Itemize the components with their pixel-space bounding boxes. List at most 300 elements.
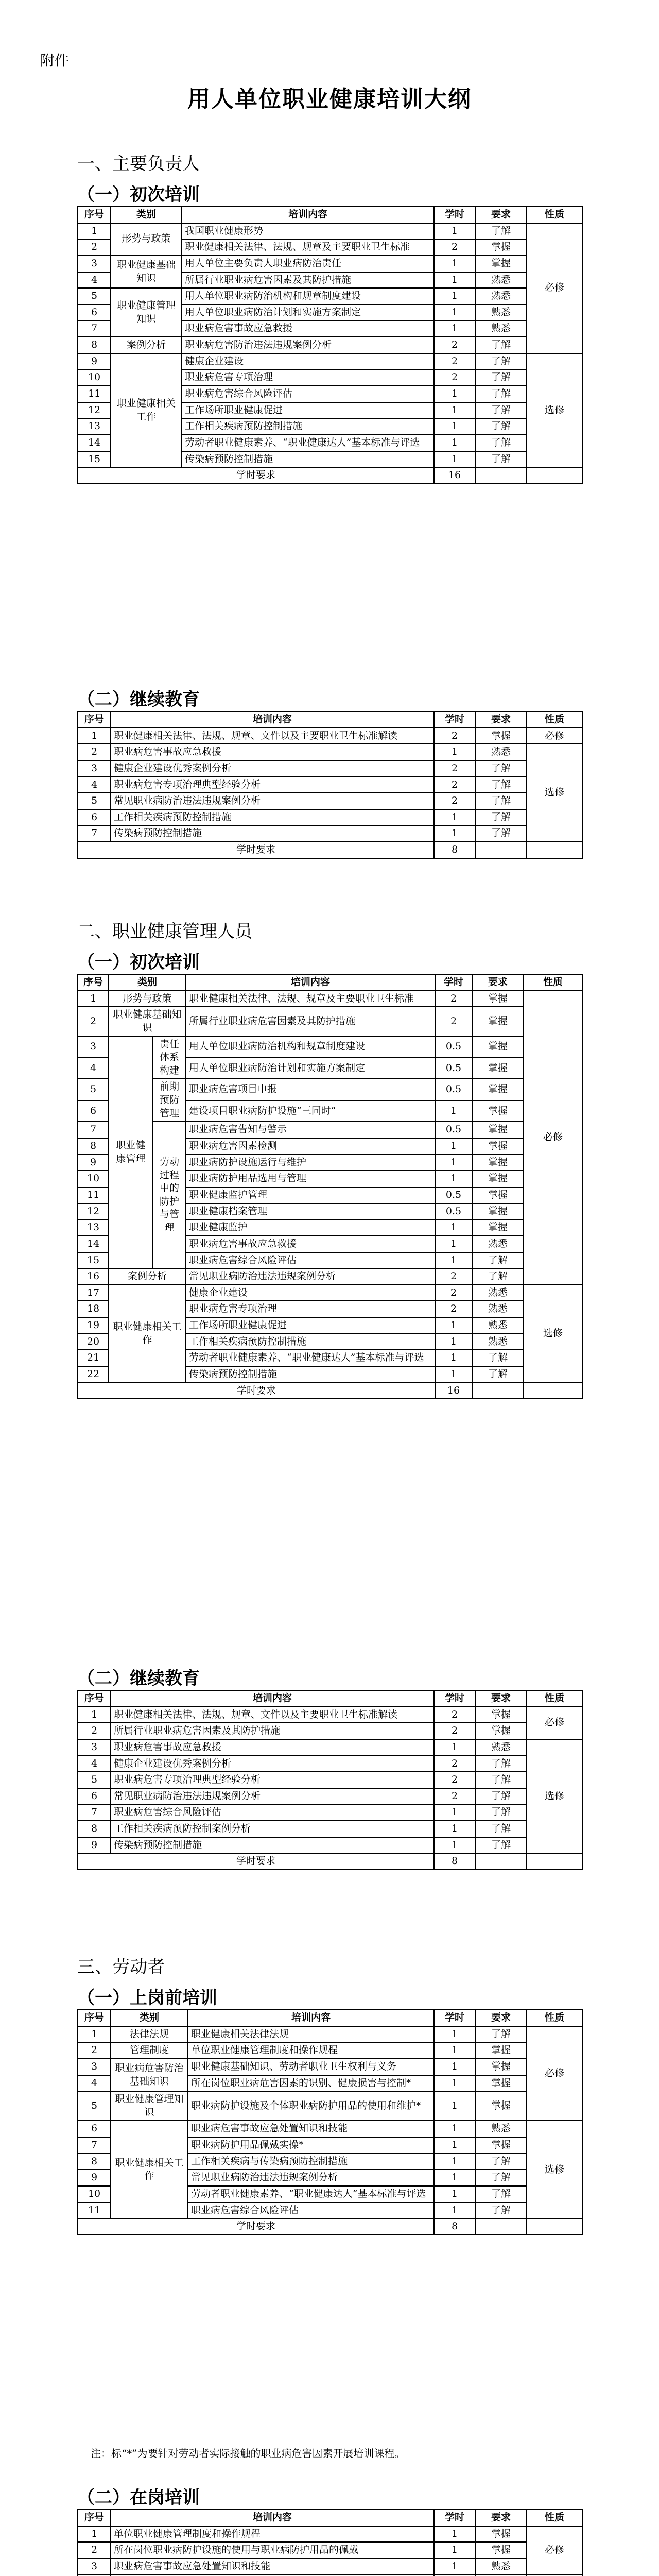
col-header: 培训内容 — [182, 207, 434, 223]
cell-hours: 1 — [434, 2526, 475, 2543]
cell-hours: 2 — [435, 991, 472, 1007]
cell-nature: 必修 — [524, 991, 582, 1285]
table-row — [78, 1285, 582, 1301]
cell-content: 职业病防护用品佩戴实操* — [188, 2137, 434, 2154]
cell-hours: 1 — [434, 320, 475, 337]
table-row — [78, 337, 582, 353]
table-row — [78, 2121, 582, 2137]
cell-hours: 1 — [434, 2170, 475, 2186]
cell-content: 用人单位职业病防治机构和规章制度建设 — [186, 1037, 435, 1058]
section-3-onjob-heading: （二）在岗培训 — [77, 2487, 200, 2508]
cell-content: 职业病防护用品选用与管理 — [186, 1171, 435, 1187]
cell-content: 健康企业建设 — [186, 1285, 435, 1301]
cell-nature: 必修 — [527, 223, 582, 353]
col-header: 性质 — [524, 974, 582, 991]
cell-no: 1 — [78, 2026, 111, 2043]
cell-no: 6 — [78, 2121, 111, 2137]
cell-no: 5 — [78, 288, 111, 304]
cell-req: 掌握 — [475, 1707, 527, 1723]
cell-req: 掌握 — [472, 1219, 524, 1236]
table-row — [78, 1756, 582, 1772]
col-header: 培训内容 — [186, 974, 435, 991]
cell-no: 9 — [78, 353, 111, 370]
cell-hours: 1 — [434, 1821, 475, 1837]
cell-content: 职业病危害事故应急救援 — [111, 1739, 434, 1756]
cell-no: 12 — [78, 1204, 109, 1220]
table-row — [78, 825, 582, 842]
table-s3-onjob — [77, 2509, 583, 2576]
cell-no: 9 — [78, 1155, 109, 1171]
col-header: 要求 — [475, 1690, 527, 1707]
cell-content: 劳动者职业健康素养、“职业健康达人”基本标准与评选 — [188, 2186, 434, 2202]
cell-content: 职业病危害综合风险评估 — [182, 386, 434, 402]
col-header: 序号 — [78, 1690, 111, 1707]
table-s1-continuing — [77, 711, 583, 859]
cell-content: 健康企业建设优秀案例分析 — [111, 760, 434, 777]
table-row — [78, 256, 582, 272]
cell-no: 10 — [78, 369, 111, 386]
cell-req: 掌握 — [475, 256, 527, 272]
cell-content: 工作相关疾病预防控制措施 — [186, 1334, 435, 1350]
cell-category: 管理制度 — [111, 2042, 188, 2059]
cell-hours: 1 — [434, 2202, 475, 2219]
cell-content: 职业健康档案管理 — [186, 1204, 435, 1220]
cell-content: 劳动者职业健康素养、“职业健康达人”基本标准与评选 — [186, 1350, 435, 1366]
cell-content: 所属行业职业病危害因素及其防护措施 — [182, 272, 434, 289]
cell-req: 熟悉 — [472, 1334, 524, 1350]
cell-category: 职业健康管理知识 — [111, 288, 182, 337]
table-total-row — [78, 1853, 582, 1870]
cell-req: 了解 — [475, 1756, 527, 1772]
cell-no: 3 — [78, 760, 111, 777]
cell-content: 用人单位职业病防治计划和实施方案制定 — [186, 1058, 435, 1079]
cell-no: 1 — [78, 1707, 111, 1723]
cell-no: 1 — [78, 991, 109, 1007]
cell-hours: 2 — [435, 1285, 472, 1301]
cell-nature: 选修 — [527, 744, 582, 842]
cell-content: 劳动者职业健康素养、“职业健康达人”基本标准与评选 — [182, 435, 434, 451]
cell-req: 了解 — [475, 223, 527, 240]
col-header: 性质 — [527, 2510, 582, 2526]
cell-category: 案例分析 — [111, 337, 182, 353]
cell-nature: 必修 — [527, 728, 582, 744]
cell-req: 了解 — [475, 809, 527, 826]
document-title: 用人单位职业健康培训大纲 — [187, 86, 472, 112]
cell-content: 职业健康监护 — [186, 1219, 435, 1236]
cell-content: 职业病危害项目申报 — [186, 1079, 435, 1100]
cell-hours: 2 — [435, 1007, 472, 1036]
cell-content: 职业病防护设施运行与维护 — [186, 1155, 435, 1171]
cell-no: 8 — [78, 1138, 109, 1155]
col-header: 序号 — [78, 2510, 111, 2526]
cell-content: 职业病危害告知与警示 — [186, 1122, 435, 1138]
table-row — [78, 1723, 582, 1739]
cell-no: 6 — [78, 809, 111, 826]
section-2-initial-heading: （一）初次培训 — [77, 952, 200, 973]
cell-req: 掌握 — [475, 2091, 527, 2121]
cell-content: 传染病预防控制措施 — [111, 825, 434, 842]
cell-no: 19 — [78, 1317, 109, 1334]
cell-req: 了解 — [475, 1837, 527, 1854]
cell-category: 职业健康基础知识 — [111, 256, 182, 288]
cell-nature: 选修 — [527, 2121, 582, 2218]
cell-no: 2 — [78, 744, 111, 760]
table-row — [78, 744, 582, 760]
table-row — [78, 1707, 582, 1723]
cell-req: 熟悉 — [475, 744, 527, 760]
cell-hours: 1 — [434, 2558, 475, 2575]
cell-req: 掌握 — [475, 1723, 527, 1739]
cell-req: 掌握 — [472, 1037, 524, 1058]
cell-content: 所在岗位职业病防护设施的使用与职业病防护用品的佩戴 — [111, 2542, 434, 2558]
cell-hours: 2 — [434, 1788, 475, 1805]
cell-no: 1 — [78, 2526, 111, 2543]
col-header: 学时 — [435, 974, 472, 991]
table-s2-initial — [77, 974, 583, 1399]
col-header: 要求 — [475, 711, 527, 728]
cell-subcategory: 劳动过程中的防护与管理 — [153, 1122, 186, 1268]
total-label: 学时要求 — [78, 2218, 434, 2235]
cell-hours: 1 — [434, 825, 475, 842]
cell-content: 职业病危害事故应急处置知识和技能 — [188, 2121, 434, 2137]
cell-hours: 1 — [434, 2091, 475, 2121]
cell-hours: 0.5 — [435, 1187, 472, 1204]
total-hours: 8 — [434, 2218, 475, 2235]
cell-content: 工作场所职业健康促进 — [182, 402, 434, 419]
cell-hours: 1 — [435, 1366, 472, 1383]
cell-req: 熟悉 — [475, 1739, 527, 1756]
cell-hours: 1 — [434, 386, 475, 402]
cell-nature: 选修 — [524, 1285, 582, 1383]
cell-req: 掌握 — [472, 1138, 524, 1155]
cell-content: 所在岗位职业病危害因素的识别、健康损害与控制* — [188, 2075, 434, 2092]
cell-hours: 1 — [434, 2075, 475, 2092]
cell-hours: 1 — [435, 1350, 472, 1366]
cell-hours: 1 — [435, 1219, 472, 1236]
cell-nature: 必修 — [527, 2026, 582, 2121]
table-s3-pre — [77, 2009, 583, 2235]
col-header: 学时 — [434, 2510, 475, 2526]
total-label: 学时要求 — [78, 1853, 434, 1870]
table-s1-initial — [77, 206, 583, 484]
cell-no: 17 — [78, 1285, 109, 1301]
section-2-continuing-heading: （二）继续教育 — [77, 1668, 200, 1689]
table-row — [78, 2026, 582, 2043]
cell-hours: 1 — [434, 809, 475, 826]
col-header: 类别 — [111, 207, 182, 223]
cell-req: 了解 — [475, 369, 527, 386]
table-row — [78, 2042, 582, 2059]
cell-no: 6 — [78, 1100, 109, 1122]
cell-no: 11 — [78, 2202, 111, 2219]
cell-hours: 1 — [434, 256, 475, 272]
cell-hours: 1 — [434, 744, 475, 760]
cell-no: 5 — [78, 2091, 111, 2121]
total-hours: 16 — [434, 467, 475, 484]
cell-hours: 1 — [435, 1317, 472, 1334]
cell-content: 工作相关疾病预防控制措施 — [182, 418, 434, 435]
cell-no: 6 — [78, 1788, 111, 1805]
col-header: 要求 — [475, 2510, 527, 2526]
col-header: 学时 — [434, 2010, 475, 2026]
col-header: 学时 — [434, 711, 475, 728]
cell-content: 工作场所职业健康促进 — [186, 1317, 435, 1334]
cell-no: 3 — [78, 1739, 111, 1756]
cell-hours: 1 — [434, 418, 475, 435]
cell-hours: 0.5 — [435, 1122, 472, 1138]
cell-no: 5 — [78, 1772, 111, 1788]
cell-no: 5 — [78, 1079, 109, 1100]
cell-content: 常见职业病防治违法违规案例分析 — [111, 1788, 434, 1805]
table-row — [78, 1007, 582, 1036]
cell-no: 7 — [78, 320, 111, 337]
cell-hours: 1 — [434, 435, 475, 451]
cell-req: 掌握 — [472, 1122, 524, 1138]
cell-hours: 1 — [434, 2059, 475, 2075]
cell-hours: 2 — [435, 1301, 472, 1317]
cell-hours: 1 — [434, 2154, 475, 2170]
cell-no: 3 — [78, 2558, 111, 2575]
cell-hours: 2 — [434, 1707, 475, 1723]
cell-category: 职业健康管理知识 — [111, 2091, 188, 2121]
cell-content: 职业病危害专项治理 — [182, 369, 434, 386]
total-label: 学时要求 — [78, 467, 434, 484]
cell-req: 了解 — [472, 1350, 524, 1366]
cell-content: 用人单位职业病防治机构和规章制度建设 — [182, 288, 434, 304]
col-header: 培训内容 — [188, 2010, 434, 2026]
cell-nature: 必修 — [527, 1707, 582, 1739]
table-header-row — [78, 2010, 582, 2026]
section-3-heading: 三、劳动者 — [77, 1957, 165, 1977]
table-row — [78, 793, 582, 809]
cell-content: 工作相关疾病预防控制措施 — [111, 809, 434, 826]
cell-no: 4 — [78, 2075, 111, 2092]
col-header: 培训内容 — [111, 711, 434, 728]
cell-content: 职业病危害专项治理典型经验分析 — [111, 777, 434, 793]
cell-hours: 1 — [435, 1138, 472, 1155]
cell-content: 职业健康相关法律、法规、规章、文件以及主要职业卫生标准解读 — [111, 1707, 434, 1723]
cell-hours: 2 — [434, 1756, 475, 1772]
cell-req: 掌握 — [475, 2137, 527, 2154]
table-s2-continuing — [77, 1690, 583, 1870]
total-label: 学时要求 — [78, 1383, 435, 1399]
cell-content: 传染病预防控制措施 — [111, 1837, 434, 1854]
cell-category: 职业健康管理 — [109, 1037, 153, 1269]
cell-no: 11 — [78, 1187, 109, 1204]
cell-content: 用人单位职业病防治计划和实施方案制定 — [182, 304, 434, 321]
col-header: 性质 — [527, 207, 582, 223]
total-hours: 8 — [434, 842, 475, 858]
table-row — [78, 2542, 582, 2558]
cell-content: 职业健康基础知识、劳动者职业卫生权利与义务 — [188, 2059, 434, 2075]
section-1-heading: 一、主要负责人 — [77, 154, 200, 174]
cell-no: 4 — [78, 1058, 109, 1079]
cell-no: 21 — [78, 1350, 109, 1366]
table-row — [78, 809, 582, 826]
table-row — [78, 1821, 582, 1837]
cell-hours: 1 — [434, 288, 475, 304]
total-hours: 8 — [434, 1853, 475, 1870]
table-footnote: 注：标“*”为要针对劳动者实际接触的职业病危害因素开展培训课程。 — [91, 2447, 405, 2460]
cell-no: 7 — [78, 1804, 111, 1821]
table-total-row — [78, 467, 582, 484]
cell-req: 掌握 — [472, 1079, 524, 1100]
cell-hours: 1 — [434, 1837, 475, 1854]
cell-no: 13 — [78, 1219, 109, 1236]
table-total-row — [78, 2218, 582, 2235]
col-header: 性质 — [527, 711, 582, 728]
cell-no: 1 — [78, 728, 111, 744]
section-1-continuing-heading: （二）继续教育 — [77, 689, 200, 710]
cell-hours: 1 — [435, 1171, 472, 1187]
table-header-row — [78, 1690, 582, 1707]
cell-content: 职业健康监护管理 — [186, 1187, 435, 1204]
cell-no: 15 — [78, 451, 111, 468]
cell-req: 了解 — [475, 825, 527, 842]
cell-category: 职业健康基础知识 — [109, 1007, 186, 1036]
cell-req: 了解 — [475, 435, 527, 451]
table-row — [78, 2091, 582, 2121]
cell-req: 熟悉 — [472, 1317, 524, 1334]
cell-req: 掌握 — [475, 728, 527, 744]
table-row — [78, 1122, 582, 1138]
cell-content: 职业病危害事故应急救援 — [111, 744, 434, 760]
cell-hours: 0.5 — [435, 1079, 472, 1100]
cell-hours: 2 — [434, 777, 475, 793]
cell-no: 20 — [78, 1334, 109, 1350]
cell-content: 职业健康相关法律、法规、规章、文件以及主要职业卫生标准解读 — [111, 728, 434, 744]
cell-content: 职业病危害防治违法违规案例分析 — [182, 337, 434, 353]
cell-hours: 1 — [434, 272, 475, 289]
table-row — [78, 1739, 582, 1756]
cell-content: 健康企业建设 — [182, 353, 434, 370]
cell-no: 2 — [78, 1007, 109, 1036]
cell-req: 了解 — [475, 2154, 527, 2170]
cell-req: 了解 — [475, 418, 527, 435]
cell-no: 2 — [78, 2042, 111, 2059]
col-header: 序号 — [78, 207, 111, 223]
table-row — [78, 1837, 582, 1854]
table-row — [78, 1788, 582, 1805]
cell-nature: 必修 — [527, 2526, 582, 2575]
cell-hours: 1 — [434, 2542, 475, 2558]
cell-category: 职业病危害防治基础知识 — [111, 2059, 188, 2091]
cell-content: 单位职业健康管理制度和操作规程 — [111, 2526, 434, 2543]
cell-content: 常见职业病防治违法违规案例分析 — [188, 2170, 434, 2186]
cell-category: 案例分析 — [109, 1268, 186, 1285]
col-header: 培训内容 — [111, 2510, 434, 2526]
cell-category: 职业健康相关工作 — [111, 2121, 188, 2218]
cell-no: 8 — [78, 1821, 111, 1837]
cell-hours: 2 — [434, 337, 475, 353]
cell-content: 职业病防护设施及个体职业病防护用品的使用和维护* — [188, 2091, 434, 2121]
cell-nature: 选修 — [527, 1739, 582, 1853]
table-row — [78, 1268, 582, 1285]
section-3-pre-heading: （一）上岗前培训 — [77, 1988, 217, 2008]
cell-req: 掌握 — [472, 1007, 524, 1036]
cell-hours: 1 — [434, 2042, 475, 2059]
cell-no: 16 — [78, 1268, 109, 1285]
cell-req: 掌握 — [472, 1100, 524, 1122]
cell-req: 熟悉 — [475, 2121, 527, 2137]
cell-hours: 2 — [434, 239, 475, 256]
cell-subcategory: 前期预防管理 — [153, 1079, 186, 1122]
cell-req: 了解 — [475, 1788, 527, 1805]
cell-req: 熟悉 — [475, 320, 527, 337]
col-header: 性质 — [527, 1690, 582, 1707]
cell-content: 我国职业健康形势 — [182, 223, 434, 240]
cell-hours: 1 — [435, 1334, 472, 1350]
cell-req: 了解 — [475, 451, 527, 468]
cell-subcategory: 责任体系构建 — [153, 1037, 186, 1079]
cell-req: 了解 — [475, 2170, 527, 2186]
col-header: 学时 — [434, 1690, 475, 1707]
table-row — [78, 777, 582, 793]
cell-req: 熟悉 — [472, 1236, 524, 1252]
cell-no: 9 — [78, 1837, 111, 1854]
cell-no: 5 — [78, 793, 111, 809]
cell-no: 14 — [78, 435, 111, 451]
cell-req: 了解 — [475, 760, 527, 777]
cell-req: 了解 — [475, 353, 527, 370]
cell-req: 了解 — [475, 1804, 527, 1821]
cell-no: 7 — [78, 1122, 109, 1138]
table-row — [78, 1037, 582, 1058]
cell-no: 2 — [78, 2542, 111, 2558]
table-row — [78, 353, 582, 370]
table-row — [78, 223, 582, 240]
table-header-row — [78, 711, 582, 728]
cell-no: 2 — [78, 239, 111, 256]
cell-hours: 1 — [434, 2186, 475, 2202]
col-header: 类别 — [109, 974, 186, 991]
cell-hours: 1 — [435, 1100, 472, 1122]
cell-req: 掌握 — [475, 2542, 527, 2558]
cell-no: 4 — [78, 1756, 111, 1772]
col-header: 序号 — [78, 711, 111, 728]
cell-content: 所属行业职业病危害因素及其防护措施 — [186, 1007, 435, 1036]
cell-req: 熟悉 — [475, 2558, 527, 2575]
cell-hours: 2 — [434, 760, 475, 777]
cell-req: 掌握 — [475, 2075, 527, 2092]
cell-req: 了解 — [475, 1772, 527, 1788]
cell-content: 职业健康相关法律、法规、规章及主要职业卫生标准 — [182, 239, 434, 256]
cell-content: 职业健康相关法律法规 — [188, 2026, 434, 2043]
table-row — [78, 991, 582, 1007]
cell-content: 工作相关疾病与传染病预防控制措施 — [188, 2154, 434, 2170]
table-header-row — [78, 2510, 582, 2526]
cell-req: 了解 — [472, 1366, 524, 1383]
col-header: 培训内容 — [111, 1690, 434, 1707]
cell-req: 掌握 — [475, 239, 527, 256]
table-row — [78, 1804, 582, 1821]
cell-hours: 1 — [434, 223, 475, 240]
col-header: 要求 — [475, 207, 527, 223]
cell-no: 22 — [78, 1366, 109, 1383]
total-hours: 16 — [435, 1383, 472, 1399]
cell-req: 熟悉 — [475, 272, 527, 289]
cell-content: 职业病危害专项治理典型经验分析 — [111, 1772, 434, 1788]
cell-no: 1 — [78, 223, 111, 240]
cell-no: 6 — [78, 304, 111, 321]
col-header: 类别 — [111, 2010, 188, 2026]
cell-hours: 0.5 — [435, 1204, 472, 1220]
cell-content: 职业病危害综合风险评估 — [188, 2202, 434, 2219]
table-row — [78, 1079, 582, 1100]
cell-content: 单位职业健康管理制度和操作规程 — [188, 2042, 434, 2059]
table-row — [78, 2558, 582, 2575]
cell-req: 了解 — [472, 1268, 524, 1285]
